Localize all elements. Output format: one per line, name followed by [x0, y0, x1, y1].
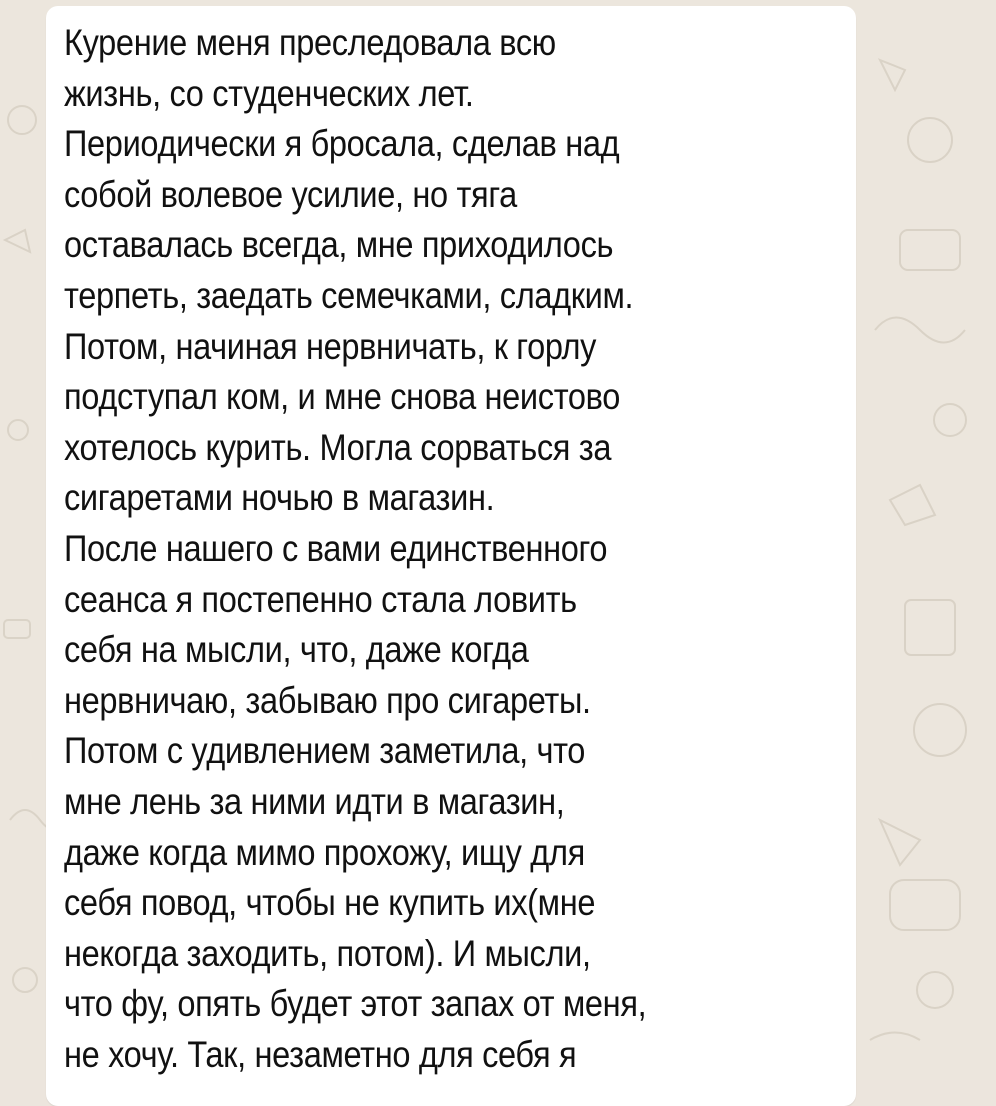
message-line: не хочу. Так, незаметно для себя я — [64, 1033, 577, 1075]
message-line: что фу, опять будет этот запах от меня, — [64, 983, 647, 1025]
message-line: нервничаю, забываю про сигареты. — [64, 679, 591, 721]
message-line: жизнь, со студенческих лет. — [64, 72, 474, 114]
message-line: мне лень за ними идти в магазин, — [64, 780, 565, 822]
message-line: терпеть, заедать семечками, сладким. — [64, 274, 634, 316]
message-line: некогда заходить, потом). И мысли, — [64, 932, 591, 974]
message-line: сеанса я постепенно стала ловить — [64, 578, 577, 620]
message-line: собой волевое усилие, но тяга — [64, 173, 517, 215]
message-line: Потом с удивлением заметила, что — [64, 730, 586, 772]
message-bubble[interactable] — [46, 6, 856, 1106]
message-line: себя на мысли, что, даже когда — [64, 629, 529, 671]
message-line: подступал ком, и мне снова неистово — [64, 376, 620, 418]
message-text — [64, 18, 854, 1080]
message-line: хотелось курить. Могла сорваться за — [64, 426, 612, 468]
message-line: Периодически я бросала, сделав над — [64, 123, 620, 165]
message-line: После нашего с вами единственного — [64, 527, 608, 569]
message-line: сигаретами ночью в магазин. — [64, 477, 495, 519]
message-line: Потом, начиная нервничать, к горлу — [64, 325, 597, 367]
message-line: Курение меня преследовала всю — [64, 22, 556, 63]
message-line: даже когда мимо прохожу, ищу для — [64, 831, 585, 873]
message-line: себя повод, чтобы не купить их(мне — [64, 882, 596, 924]
message-line: оставалась всегда, мне приходилось — [64, 224, 614, 266]
